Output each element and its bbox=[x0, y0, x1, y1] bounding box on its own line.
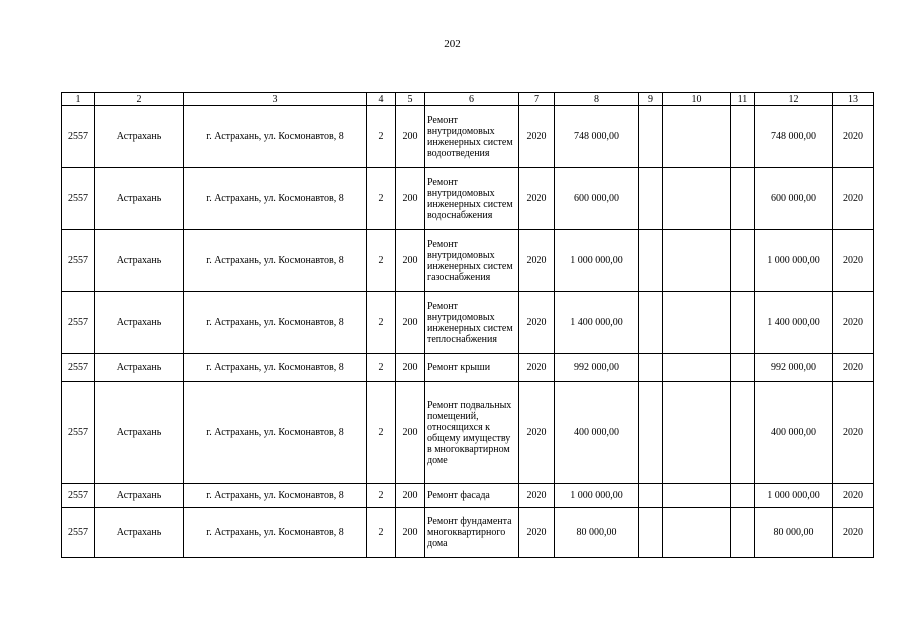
work-type: Ремонт внутридомовых инженерных систем водоотведения bbox=[425, 106, 519, 168]
address: г. Астрахань, ул. Космонавтов, 8 bbox=[184, 508, 367, 558]
record-id: 2557 bbox=[62, 230, 95, 292]
municipality: Астрахань bbox=[95, 508, 184, 558]
column-header-8: 8 bbox=[555, 93, 639, 106]
col-9-value bbox=[639, 382, 663, 484]
record-id: 2557 bbox=[62, 106, 95, 168]
record-id: 2557 bbox=[62, 382, 95, 484]
column-header-12: 12 bbox=[755, 93, 833, 106]
total-cost: 1 000 000,00 bbox=[555, 484, 639, 508]
address: г. Астрахань, ул. Космонавтов, 8 bbox=[184, 292, 367, 354]
municipality: Астрахань bbox=[95, 106, 184, 168]
col-11-value bbox=[731, 354, 755, 382]
repair-program-table bbox=[61, 92, 874, 558]
col-9-value bbox=[639, 292, 663, 354]
record-id: 2557 bbox=[62, 354, 95, 382]
col-11-value bbox=[731, 168, 755, 230]
year: 2020 bbox=[519, 484, 555, 508]
col-11-value bbox=[731, 230, 755, 292]
column-header-4: 4 bbox=[367, 93, 396, 106]
year: 2020 bbox=[519, 168, 555, 230]
column-header-2: 2 bbox=[95, 93, 184, 106]
table-row bbox=[62, 230, 874, 292]
page-number: 202 bbox=[444, 38, 461, 50]
col-9-value bbox=[639, 484, 663, 508]
work-type: Ремонт крыши bbox=[425, 354, 519, 382]
funding-amount: 992 000,00 bbox=[755, 354, 833, 382]
col-5-value: 200 bbox=[396, 354, 425, 382]
work-type: Ремонт внутридомовых инженерных систем теплоснабжения bbox=[425, 292, 519, 354]
work-type: Ремонт внутридомовых инженерных систем газоснабжения bbox=[425, 230, 519, 292]
table-row bbox=[62, 168, 874, 230]
col-9-value bbox=[639, 354, 663, 382]
address: г. Астрахань, ул. Космонавтов, 8 bbox=[184, 168, 367, 230]
municipality: Астрахань bbox=[95, 230, 184, 292]
record-id: 2557 bbox=[62, 484, 95, 508]
funding-amount: 600 000,00 bbox=[755, 168, 833, 230]
record-id: 2557 bbox=[62, 168, 95, 230]
table-row bbox=[62, 382, 874, 484]
funding-amount: 400 000,00 bbox=[755, 382, 833, 484]
column-header-1: 1 bbox=[62, 93, 95, 106]
col-9-value bbox=[639, 106, 663, 168]
year: 2020 bbox=[519, 292, 555, 354]
col-10-value bbox=[663, 168, 731, 230]
record-id: 2557 bbox=[62, 292, 95, 354]
table-row bbox=[62, 292, 874, 354]
work-type: Ремонт подвальных помещений, относящихся к общему имуществу в многоквартирном доме bbox=[425, 382, 519, 484]
col-10-value bbox=[663, 292, 731, 354]
col-5-value: 200 bbox=[396, 168, 425, 230]
completion-year: 2020 bbox=[833, 168, 874, 230]
year: 2020 bbox=[519, 106, 555, 168]
col-9-value bbox=[639, 508, 663, 558]
municipality: Астрахань bbox=[95, 354, 184, 382]
completion-year: 2020 bbox=[833, 354, 874, 382]
col-10-value bbox=[663, 484, 731, 508]
funding-amount: 1 000 000,00 bbox=[755, 484, 833, 508]
work-type: Ремонт фундамента многоквартирного дома bbox=[425, 508, 519, 558]
completion-year: 2020 bbox=[833, 382, 874, 484]
total-cost: 600 000,00 bbox=[555, 168, 639, 230]
year: 2020 bbox=[519, 382, 555, 484]
table-row bbox=[62, 484, 874, 508]
col-11-value bbox=[731, 508, 755, 558]
municipality: Астрахань bbox=[95, 168, 184, 230]
column-header-7: 7 bbox=[519, 93, 555, 106]
column-header-6: 6 bbox=[425, 93, 519, 106]
col-11-value bbox=[731, 292, 755, 354]
total-cost: 1 000 000,00 bbox=[555, 230, 639, 292]
address: г. Астрахань, ул. Космонавтов, 8 bbox=[184, 354, 367, 382]
completion-year: 2020 bbox=[833, 484, 874, 508]
total-cost: 992 000,00 bbox=[555, 354, 639, 382]
column-header-10: 10 bbox=[663, 93, 731, 106]
column-header-13: 13 bbox=[833, 93, 874, 106]
total-cost: 1 400 000,00 bbox=[555, 292, 639, 354]
year: 2020 bbox=[519, 508, 555, 558]
column-header-9: 9 bbox=[639, 93, 663, 106]
column-header-3: 3 bbox=[184, 93, 367, 106]
address: г. Астрахань, ул. Космонавтов, 8 bbox=[184, 382, 367, 484]
col-10-value bbox=[663, 106, 731, 168]
column-header-5: 5 bbox=[396, 93, 425, 106]
municipality: Астрахань bbox=[95, 292, 184, 354]
col-4-value: 2 bbox=[367, 106, 396, 168]
municipality: Астрахань bbox=[95, 382, 184, 484]
municipality: Астрахань bbox=[95, 484, 184, 508]
funding-amount: 80 000,00 bbox=[755, 508, 833, 558]
col-4-value: 2 bbox=[367, 354, 396, 382]
col-11-value bbox=[731, 382, 755, 484]
table-row bbox=[62, 508, 874, 558]
col-5-value: 200 bbox=[396, 382, 425, 484]
col-11-value bbox=[731, 484, 755, 508]
col-4-value: 2 bbox=[367, 484, 396, 508]
col-4-value: 2 bbox=[367, 230, 396, 292]
total-cost: 80 000,00 bbox=[555, 508, 639, 558]
col-5-value: 200 bbox=[396, 106, 425, 168]
address: г. Астрахань, ул. Космонавтов, 8 bbox=[184, 484, 367, 508]
table-row bbox=[62, 106, 874, 168]
total-cost: 748 000,00 bbox=[555, 106, 639, 168]
funding-amount: 1 000 000,00 bbox=[755, 230, 833, 292]
col-10-value bbox=[663, 508, 731, 558]
completion-year: 2020 bbox=[833, 508, 874, 558]
col-4-value: 2 bbox=[367, 382, 396, 484]
completion-year: 2020 bbox=[833, 230, 874, 292]
year: 2020 bbox=[519, 230, 555, 292]
col-10-value bbox=[663, 354, 731, 382]
col-5-value: 200 bbox=[396, 292, 425, 354]
col-11-value bbox=[731, 106, 755, 168]
funding-amount: 748 000,00 bbox=[755, 106, 833, 168]
year: 2020 bbox=[519, 354, 555, 382]
col-10-value bbox=[663, 230, 731, 292]
column-header-11: 11 bbox=[731, 93, 755, 106]
col-5-value: 200 bbox=[396, 508, 425, 558]
record-id: 2557 bbox=[62, 508, 95, 558]
col-9-value bbox=[639, 168, 663, 230]
completion-year: 2020 bbox=[833, 292, 874, 354]
col-4-value: 2 bbox=[367, 508, 396, 558]
column-number-row bbox=[62, 93, 874, 106]
col-5-value: 200 bbox=[396, 484, 425, 508]
work-type: Ремонт фасада bbox=[425, 484, 519, 508]
col-10-value bbox=[663, 382, 731, 484]
work-type: Ремонт внутридомовых инженерных систем водоснабжения bbox=[425, 168, 519, 230]
address: г. Астрахань, ул. Космонавтов, 8 bbox=[184, 230, 367, 292]
total-cost: 400 000,00 bbox=[555, 382, 639, 484]
col-4-value: 2 bbox=[367, 168, 396, 230]
address: г. Астрахань, ул. Космонавтов, 8 bbox=[184, 106, 367, 168]
table-row bbox=[62, 354, 874, 382]
funding-amount: 1 400 000,00 bbox=[755, 292, 833, 354]
col-5-value: 200 bbox=[396, 230, 425, 292]
completion-year: 2020 bbox=[833, 106, 874, 168]
col-9-value bbox=[639, 230, 663, 292]
col-4-value: 2 bbox=[367, 292, 396, 354]
